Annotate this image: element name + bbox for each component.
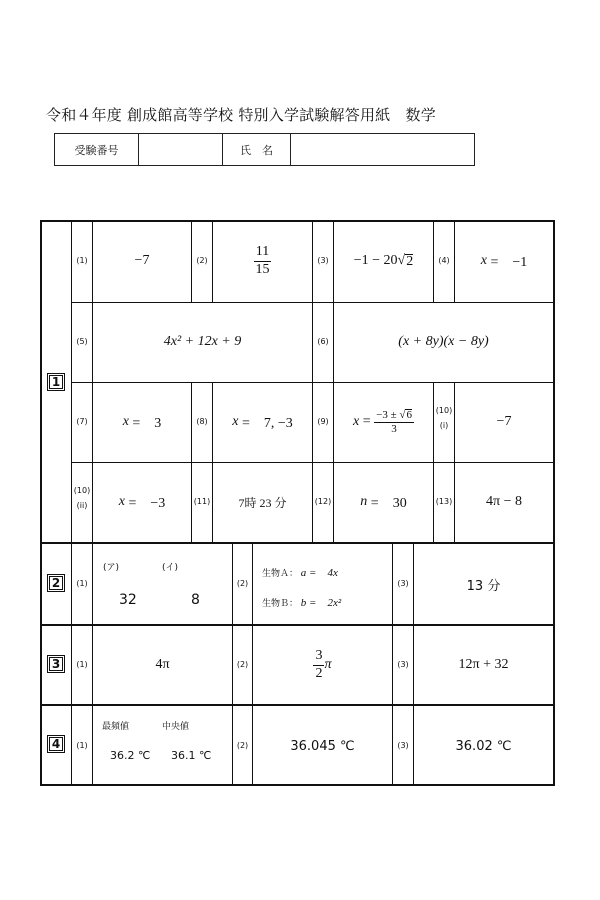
question-number: (2) [236,660,249,670]
answer-4-1-mode: 36.2 ℃ [110,749,151,762]
answer-text: = 7, −3 [241,416,293,431]
question-number [434,405,454,445]
answer-4-2: 36.045 ℃ [290,738,355,754]
variable: n [360,494,368,509]
fraction-denominator: 2 [315,665,323,681]
variable: x [122,414,129,429]
section-label-1: 1 [49,375,63,389]
question-number: (2) [236,741,249,751]
answer-1-1: −7 [134,253,150,268]
answer-1-12 [334,462,433,542]
page-title: 令和４年度 創成館高等学校 特別入学試験解答用紙 数学 [46,106,436,124]
mode-label: 最頻値 [102,722,130,732]
answer-1-5: 4x² + 12x + 9 [163,334,242,349]
organism-a-label: 生物Ａ： [262,569,299,579]
answer-text: −1 − 20 [353,253,398,268]
fraction-numerator: −3 ± [376,408,400,421]
answer-text: = [362,414,371,429]
answer-text: = −1 [490,255,528,270]
answer-4-1-median: 36.1 ℃ [171,749,212,762]
question-number: (11) [193,497,211,507]
answer-2-2-line1 [262,564,338,580]
variable: x [353,414,360,429]
answer-text: π [324,657,332,672]
question-number: (3) [317,256,329,266]
question-number-sub: (ii) [76,501,88,511]
fraction-denominator: 15 [255,261,270,277]
fraction-numerator: 3 [313,648,324,665]
answer-text: b = 2x² [300,597,342,609]
answer-text: a = 4x [300,567,338,579]
question-number: (9) [317,417,329,427]
answer-2-2-line2 [262,594,341,610]
answer-text: = 30 [370,496,407,511]
label-a: (ア) [103,563,120,573]
sqrt-radicand: 6 [406,408,412,421]
answer-2-1-i: 8 [191,592,200,608]
question-number: (3) [397,741,409,751]
organism-b-label: 生物Ｂ： [262,599,299,609]
question-number: (3) [397,660,409,670]
question-number: (6) [317,337,329,347]
variable: x [232,414,239,429]
label-i: (イ) [162,563,179,573]
question-number: (1) [76,579,88,589]
answer-text: = 3 [132,416,162,431]
answer-1-6: (x + 8y)(x − 8y) [398,334,489,349]
exam-number-field[interactable] [139,134,223,165]
fraction-denominator: 3 [391,422,397,435]
answer-4-3: 36.02 ℃ [455,738,512,754]
question-number: (2) [196,256,208,266]
median-label: 中央値 [162,722,190,732]
answer-1-11: 7時 23 分 [238,495,287,510]
answer-2-1-a: 32 [119,592,137,608]
answer-1-10-ii [93,462,191,542]
answer-1-8 [213,382,312,462]
question-number: (7) [76,417,88,427]
question-number: (1) [76,660,88,670]
question-number: (1) [76,741,88,751]
answer-3-1: 4π [155,657,170,672]
answer-text: = −3 [128,496,166,511]
question-number: (4) [438,256,450,266]
question-number: (5) [76,337,88,347]
question-number: (12) [314,497,332,507]
answer-1-9 [334,382,433,462]
sqrt-radicand: 2 [406,253,414,269]
variable: x [480,253,487,268]
question-number-sub: (i) [439,421,449,431]
question-number-main: (10) [435,406,453,415]
question-number: (2) [236,579,249,589]
question-number: (3) [397,579,409,589]
answer-1-4 [455,220,553,302]
answer-1-7 [93,382,191,462]
question-number-main: (10) [73,486,91,495]
exam-number-label: 受験番号 [55,134,139,165]
answer-3-3: 12π + 32 [458,657,509,672]
answer-1-10-i: −7 [496,414,512,429]
section-label-3: 3 [49,657,63,671]
variable: x [118,494,125,509]
answer-2-3: 13 分 [466,578,501,594]
answer-3-2 [253,626,392,704]
question-number: (1) [76,256,88,266]
name-field[interactable] [291,134,474,165]
question-number: (13) [435,497,453,507]
question-number [72,485,92,525]
fraction-numerator: 11 [254,244,271,261]
examinee-info-table [54,133,475,166]
question-number: (8) [196,417,208,427]
answer-1-13: 4π − 8 [486,494,522,509]
answer-1-3 [334,220,433,302]
section-label-2: 2 [49,576,63,590]
answer-1-2 [213,220,312,302]
section-label-4: 4 [49,737,63,751]
sqrt-symbol: √ [399,408,406,421]
name-label: 氏 名 [223,134,291,165]
sqrt-symbol: √ [397,253,406,268]
